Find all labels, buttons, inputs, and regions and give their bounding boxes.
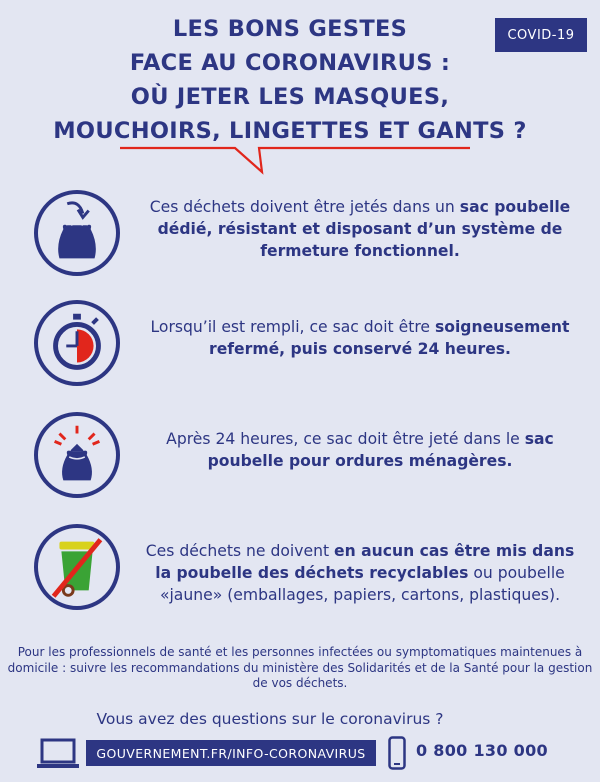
phone-icon bbox=[388, 736, 406, 770]
footer-note: Pour les professionnels de santé et les personnes infectées ou symptomatiques maintenues à domicile : suivre les recommandations du ministère des Solidarités et de la Santé pour la gestion de vos déchets. bbox=[7, 645, 593, 690]
website-link[interactable]: GOUVERNEMENT.FR/INFO-CORONAVIRUS bbox=[86, 740, 376, 766]
title-line-1: LES BONS GESTES bbox=[172, 16, 408, 42]
step-2-text: Lorsqu’il est rempli, ce sac doit être soigneusement refermé, puis conservé 24 heures. bbox=[150, 318, 570, 358]
title-line-2: FACE AU CORONAVIRUS : bbox=[129, 50, 451, 76]
speech-bubble-divider bbox=[0, 138, 600, 178]
trash-bag-arrow-icon bbox=[34, 190, 120, 276]
title-line-4: MOUCHOIRS, LINGETTES ET GANTS ? bbox=[53, 118, 527, 144]
step-3-text: Après 24 heures, ce sac doit être jeté dans le sac poubelle pour ordures ménagères. bbox=[166, 430, 554, 470]
stopwatch-icon bbox=[34, 300, 120, 386]
question-text: Vous avez des questions sur le coronavirus ? bbox=[96, 710, 444, 728]
covid-badge: COVID-19 bbox=[495, 18, 587, 52]
phone-number[interactable]: 0 800 130 000 bbox=[416, 741, 548, 760]
closed-bag-icon bbox=[34, 412, 120, 498]
page-title bbox=[20, 12, 560, 148]
step-1-text: Ces déchets doivent être jetés dans un sac poubelle dédié, résistant et disposant d’un système de fermeture fonctionnel. bbox=[149, 198, 571, 260]
step-4-text: Ces déchets ne doivent en aucun cas être mis dans la poubelle des déchets recyclables ou poubelle «jaune» (emballages, papiers, cartons, plastiques). bbox=[145, 542, 575, 604]
recycling-bin-crossed-icon bbox=[34, 524, 120, 610]
laptop-icon bbox=[36, 738, 80, 770]
title-line-3: OÙ JETER LES MASQUES, bbox=[130, 84, 450, 110]
